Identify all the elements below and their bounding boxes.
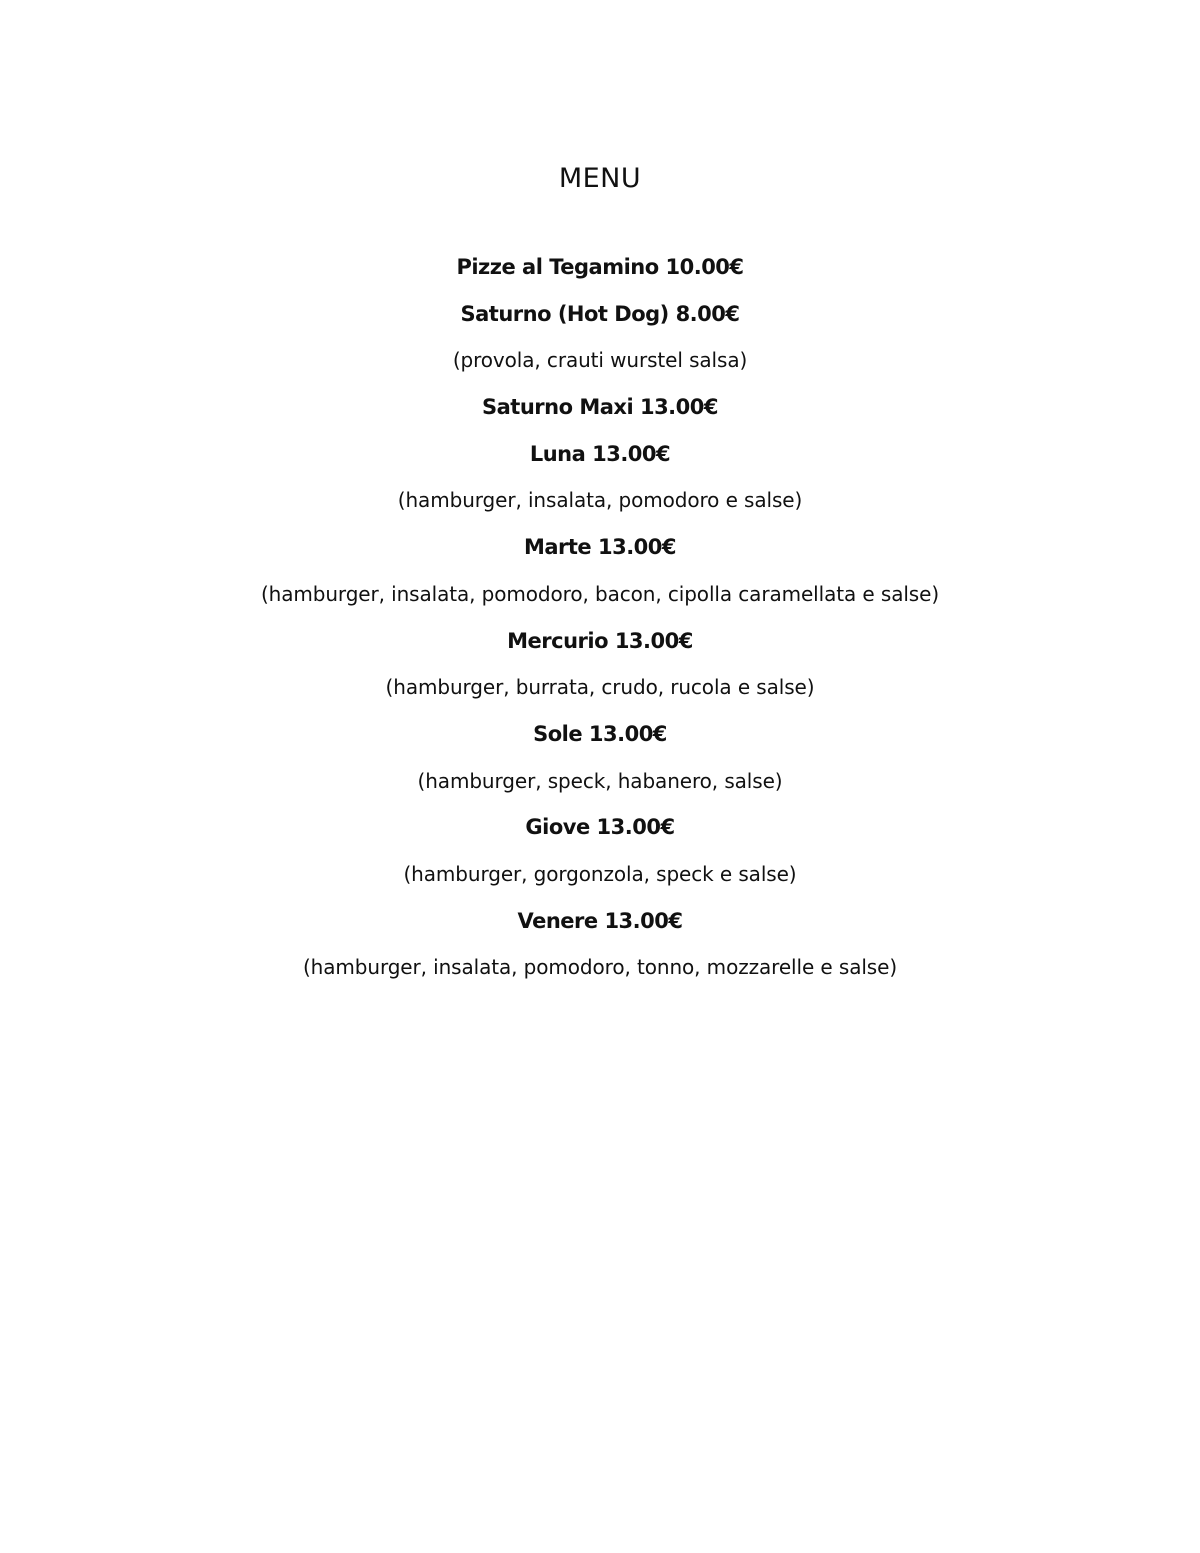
menu-item-description: (hamburger, insalata, pomodoro, tonno, mozzarelle e salse): [302, 955, 898, 980]
menu-item-name-price: Sole 13.00€: [533, 721, 667, 746]
page-title: MENU: [558, 163, 642, 195]
menu-item-name-price: Mercurio 13.00€: [507, 628, 693, 653]
menu-item-description: (hamburger, gorgonzola, speck e salse): [403, 861, 797, 886]
menu-item-name-price: Giove 13.00€: [525, 815, 675, 840]
menu-item-name-price: Venere 13.00€: [517, 908, 683, 933]
menu-item-description: (hamburger, burrata, crudo, rucola e salse): [385, 675, 815, 700]
menu-item-name-price: Saturno (Hot Dog) 8.00€: [460, 301, 740, 326]
menu-item-name-price: Saturno Maxi 13.00€: [482, 395, 718, 420]
menu-item-description: (provola, crauti wurstel salsa): [452, 348, 748, 373]
menu-item-description: (hamburger, insalata, pomodoro e salse): [397, 488, 803, 513]
menu-item-name-price: Marte 13.00€: [523, 535, 677, 560]
menu-item-description: (hamburger, insalata, pomodoro, bacon, cipolla caramellata e salse): [260, 581, 940, 606]
menu-list: [0, 252, 1200, 999]
menu-item-name-price: Pizze al Tegamino 10.00€: [456, 255, 744, 279]
menu-item-name-price: Luna 13.00€: [529, 441, 671, 466]
menu-item-description: (hamburger, speck, habanero, salse): [417, 768, 783, 793]
